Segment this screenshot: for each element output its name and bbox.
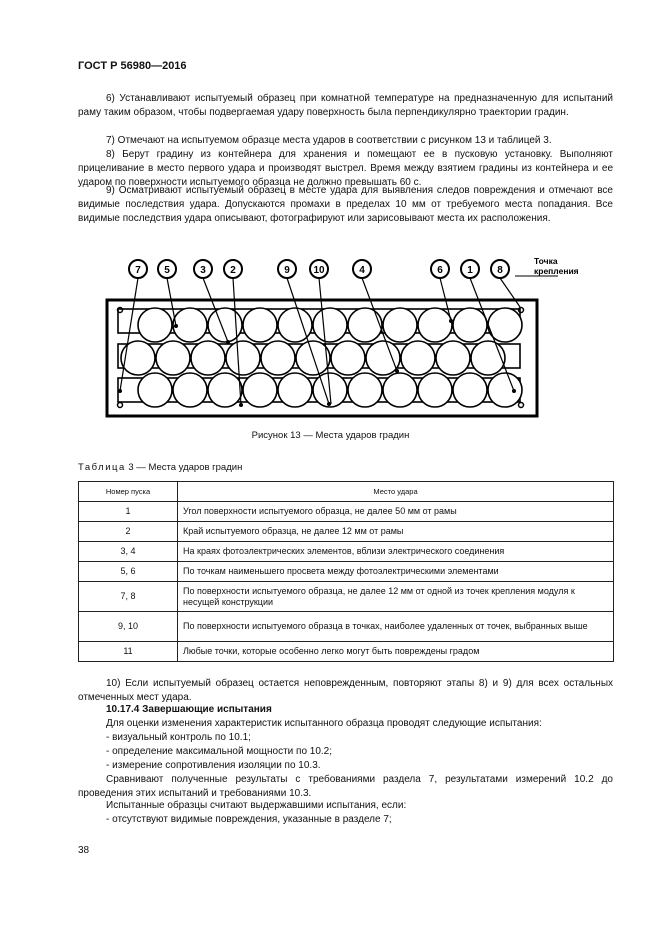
pass-criteria-intro: Испытанные образцы считают выдержавшими испытания, если: (106, 800, 407, 811)
callout-1: 1 (467, 265, 473, 276)
callout-9: 9 (284, 265, 290, 276)
table-caption-title: 3 — Места ударов градин (125, 462, 243, 473)
launch-number-cell: 1 (79, 502, 178, 522)
mount-hole-icon (519, 308, 524, 313)
table-row (79, 522, 614, 542)
impact-location-cell: На краях фотоэлектрических элементов, вблизи электрического соединения (178, 542, 614, 562)
mount-hole-icon (519, 403, 524, 408)
compare-paragraph: Сравнивают полученные результаты с требованиями раздела 7, результатами измерений 10.2 до проведения этих испытаний и требованиями 10.3. (78, 774, 613, 799)
table-row (79, 582, 614, 612)
impact-location-cell: По точкам наименьшего просвета между фотоэлектрическими элементами (178, 562, 614, 582)
table-row (79, 612, 614, 642)
mount-point-label: Точка (534, 256, 558, 266)
callout-4: 4 (359, 265, 365, 276)
list-item: - измерение сопротивления изоляции по 10.3. (106, 760, 321, 771)
column-header-impact-location: Место удара (178, 482, 614, 502)
launch-number-cell: 3, 4 (79, 542, 178, 562)
table-row (79, 562, 614, 582)
paragraph-step-6: 6) Устанавливают испытуемый образец при комнатной температуре на предназначенную для испытаний раму таким образом, чтобы подвергаемая удару поверхность была перпендикулярно траектории градин. (78, 93, 613, 118)
page-number: 38 (78, 845, 90, 856)
callout-6: 6 (437, 265, 443, 276)
impact-location-cell: Любые точки, которые особенно легко могут быть повреждены градом (178, 642, 614, 662)
mount-hole-icon (118, 308, 123, 313)
list-item: - определение максимальной мощности по 10.2; (106, 746, 333, 757)
callout-2: 2 (230, 265, 236, 276)
section-intro: Для оценки изменения характеристик испытанного образца проводят следующие испытания: (106, 718, 542, 729)
list-item: - визуальный контроль по 10.1; (106, 732, 251, 743)
callout-10: 10 (313, 265, 325, 276)
callout-5: 5 (164, 265, 170, 276)
paragraph-step-8: 8) Берут градину из контейнера для хранения и помещают ее в пусковую установку. Выполняют прицеливание в место первого удара и производят выстрел. Время между взятием градины из контейнера и ее ударом по поверхности испытуемого образца не должно превышать 60 с. (78, 149, 613, 188)
impact-location-cell: Край испытуемого образца, не далее 12 мм от рамы (178, 522, 614, 542)
launch-number-cell: 2 (79, 522, 178, 542)
impact-location-cell: По поверхности испытуемого образца в точках, наиболее удаленных от точек, выбранных выше (178, 612, 614, 642)
section-title: 10.17.4 Завершающие испытания (106, 704, 272, 715)
paragraph-step-10: 10) Если испытуемый образец остается неповрежденным, повторяют этапы 8) и 9) для всех остальных отмеченных мест удара. (78, 678, 613, 703)
hail-impact-figure (100, 250, 580, 420)
launch-number-cell: 5, 6 (79, 562, 178, 582)
table-header-row (79, 482, 614, 502)
callout-3: 3 (200, 265, 206, 276)
table-row (79, 642, 614, 662)
table-caption (78, 462, 242, 473)
callout-8: 8 (497, 265, 503, 276)
launch-number-cell: 11 (79, 642, 178, 662)
document-header: ГОСТ Р 56980—2016 (78, 60, 187, 72)
figure-caption: Рисунок 13 — Места ударов градин (251, 430, 410, 441)
mount-hole-icon (118, 403, 123, 408)
column-header-launch-number: Номер пуска (79, 482, 178, 502)
mount-point-label-2: крепления (534, 266, 579, 276)
impact-location-cell: По поверхности испытуемого образца, не далее 12 мм от одной из точек крепления модуля к несущей конструкции (178, 582, 614, 612)
impact-locations-table (78, 481, 614, 662)
table-row (79, 502, 614, 522)
table-row (79, 542, 614, 562)
paragraph-step-7: 7) Отмечают на испытуемом образце места ударов в соответствии с рисунком 13 и таблицей 3. (106, 135, 552, 146)
callout-7: 7 (135, 265, 141, 276)
launch-number-cell: 9, 10 (79, 612, 178, 642)
list-item: - отсутствуют видимые повреждения, указанные в разделе 7; (106, 814, 392, 825)
impact-location-cell: Угол поверхности испытуемого образца, не далее 50 мм от рамы (178, 502, 614, 522)
paragraph-step-9: 9) Осматривают испытуемый образец в месте удара для выявления следов повреждения и отмечают все видимые последствия удара. Допускаются промахи в пределах 10 мм от требуемого места попадания. Все видимые последствия удара описывают, фотографируют или зарисовывают места их расположения. (78, 185, 613, 224)
launch-number-cell: 7, 8 (79, 582, 178, 612)
table-caption-prefix: Таблица (78, 462, 126, 473)
